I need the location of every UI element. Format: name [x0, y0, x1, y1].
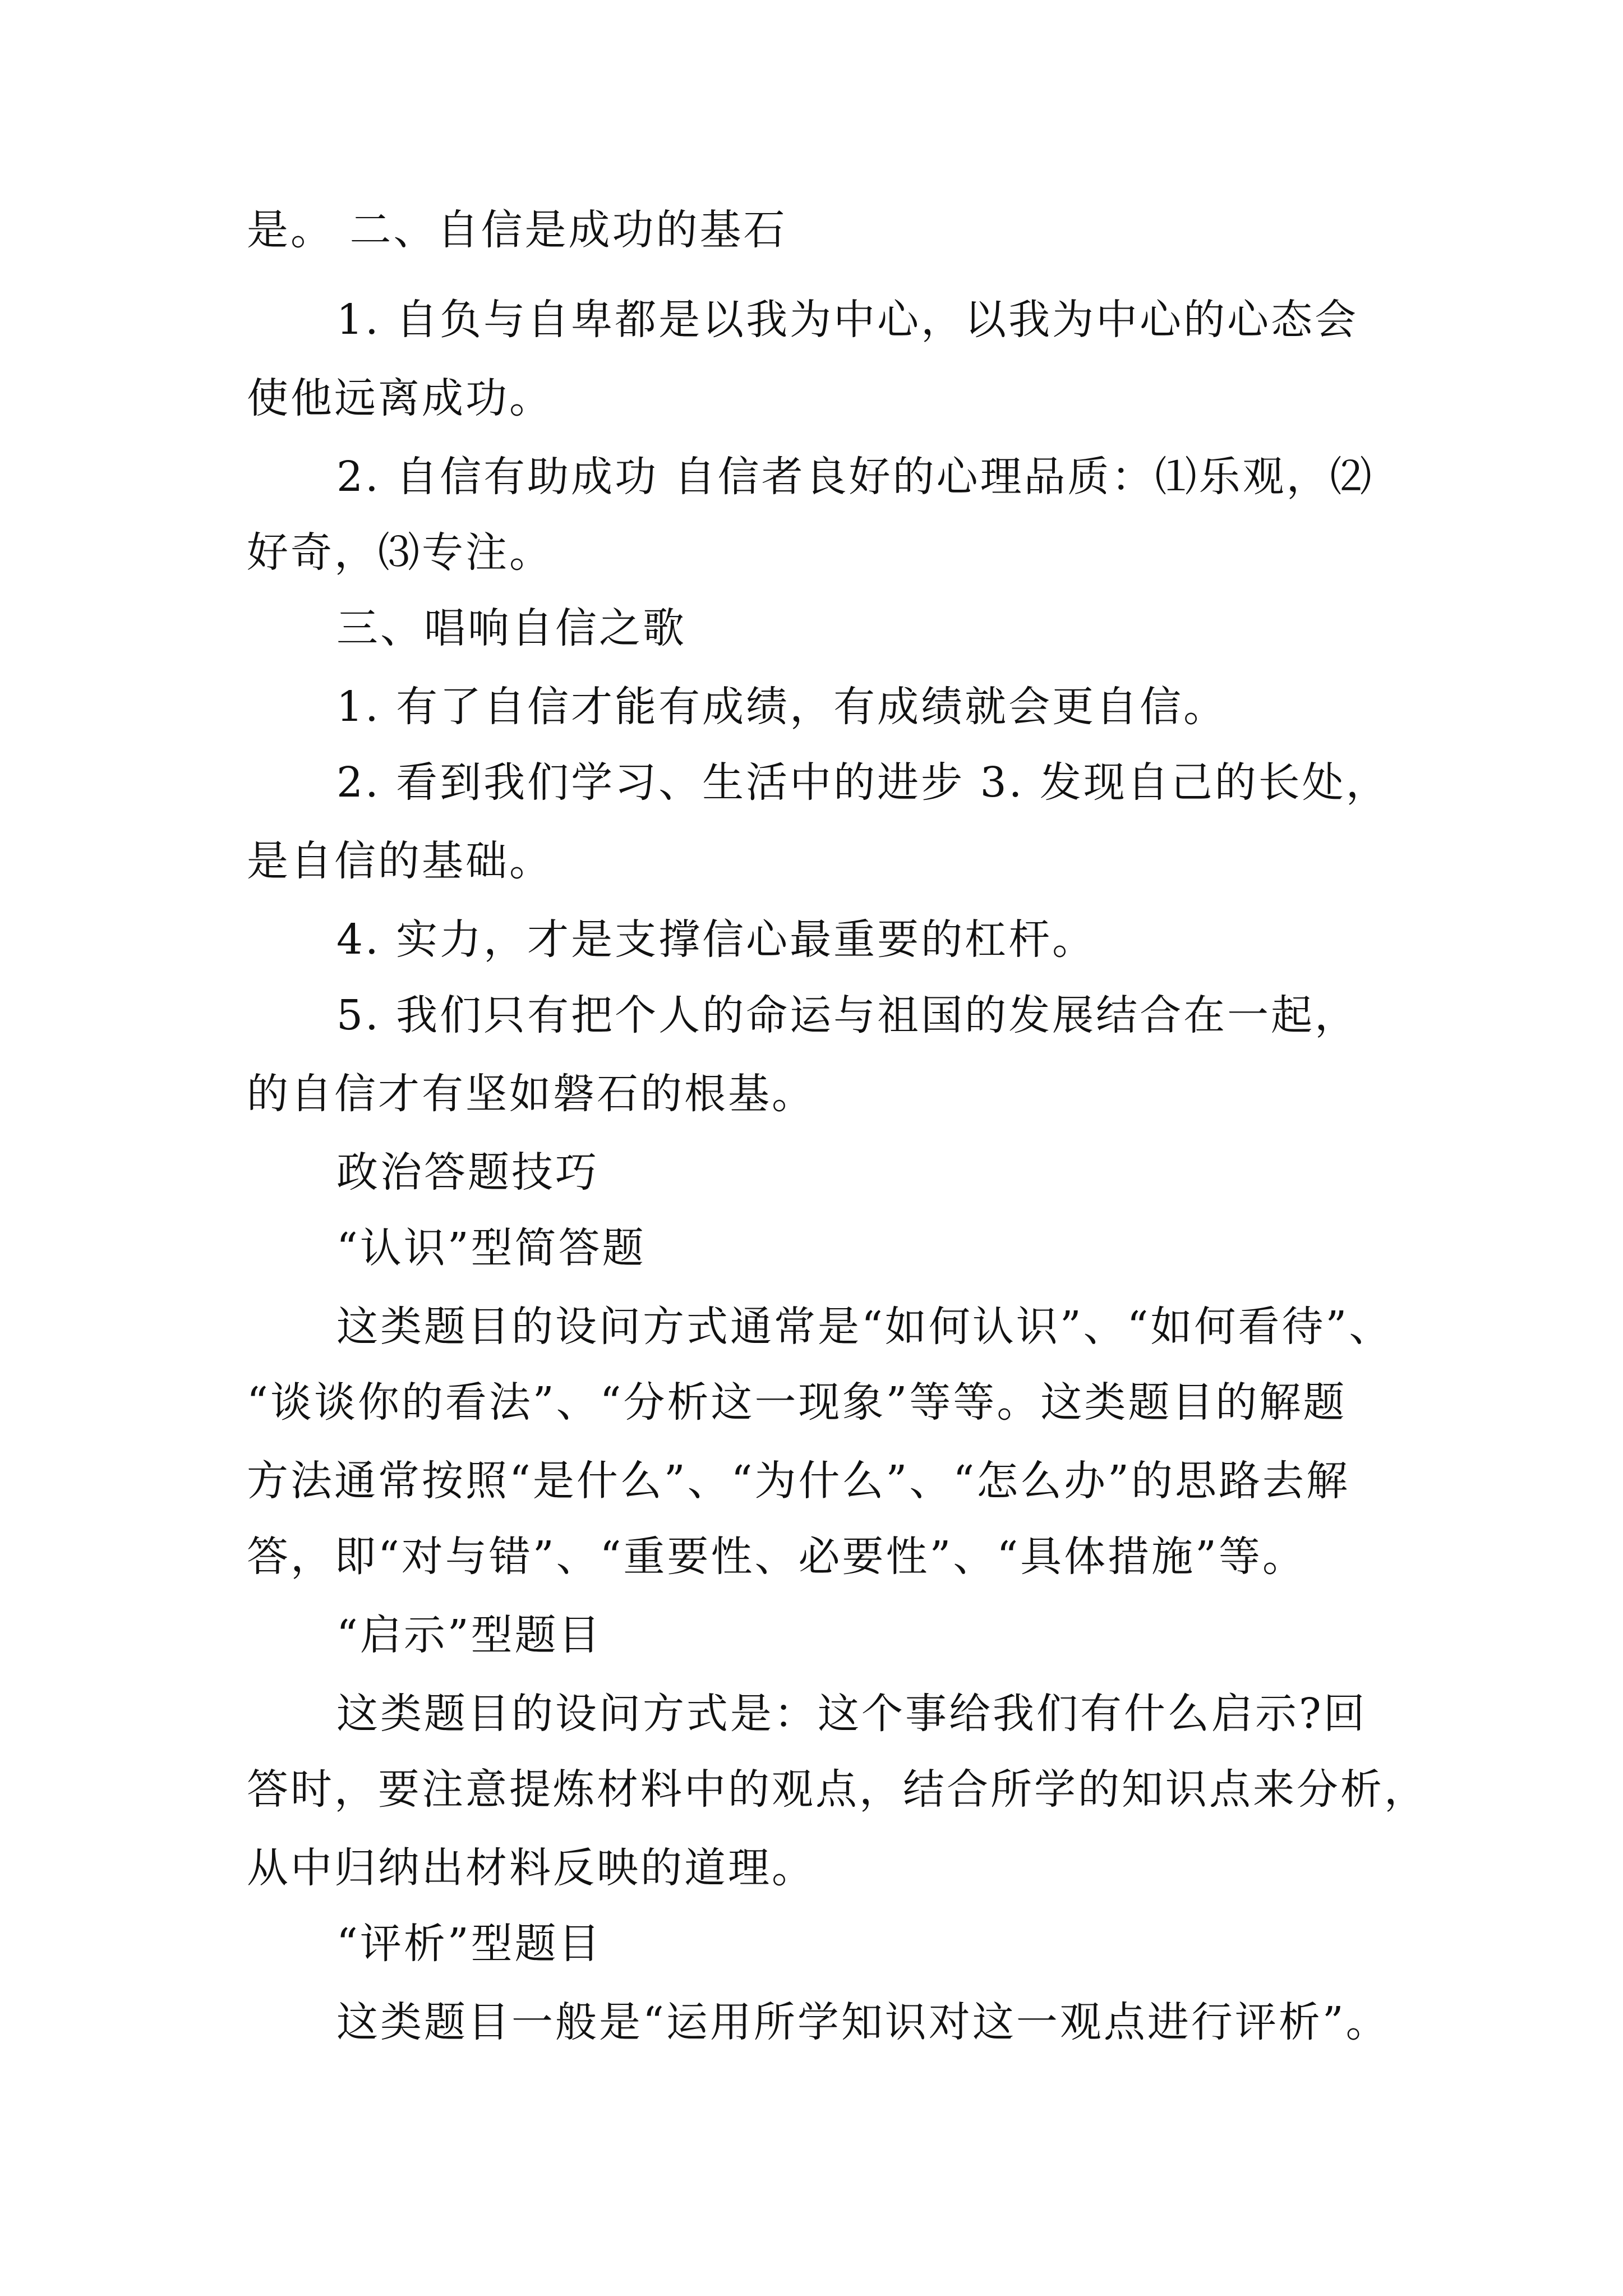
- subsection-heading: “评析”型题目: [336, 1920, 602, 1968]
- text-line: 5. 我们只有把个人的命运与祖国的发展结合在一起，: [336, 991, 1359, 1039]
- text-line: 好奇，⑶专注。: [247, 528, 553, 577]
- text-line: 答，即“对与错”、“重要性、必要性”、“具体措施”等。: [247, 1533, 1306, 1581]
- text-line: 这类题目一般是“运用所学知识对这一观点进行评析”。: [336, 1998, 1390, 2046]
- section-heading: 三、唱响自信之歌: [336, 604, 686, 652]
- text-line: 从中归纳出材料反映的道理。: [247, 1844, 815, 1892]
- text-line: 方法通常按照“是什么”、“为什么”、“怎么办”的思路去解: [247, 1457, 1350, 1505]
- text-line: 1. 自负与自卑都是以我为中心，以我为中心的心态会: [336, 296, 1359, 344]
- section-heading: 政治答题技巧: [336, 1148, 599, 1197]
- text-line: 是。 二、自信是成功的基石: [247, 206, 787, 254]
- text-line: 是自信的基础。: [247, 837, 553, 885]
- subsection-heading: “启示”型题目: [336, 1611, 602, 1659]
- text-line: 2. 看到我们学习、生活中的进步 3. 发现自己的长处，: [336, 758, 1390, 807]
- text-line: 这类题目的设问方式是：这个事给我们有什么启示?回: [336, 1690, 1367, 1738]
- text-line: 使他远离成功。: [247, 374, 553, 422]
- text-line: 4. 实力，才是支撑信心最重要的杠杆。: [336, 915, 1096, 964]
- subsection-heading: “认识”型简答题: [336, 1224, 646, 1272]
- text-line: 1. 有了自信才能有成绩，有成绩就会更自信。: [336, 683, 1228, 731]
- text-line: 2. 自信有助成功 自信者良好的心理品质：⑴乐观，⑵: [336, 453, 1374, 501]
- text-line: 这类题目的设问方式通常是“如何认识”、“如何看待”、: [336, 1303, 1393, 1351]
- text-line: 的自信才有坚如磐石的根基。: [247, 1070, 815, 1118]
- text-line: “谈谈你的看法”、“分析这一现象”等等。这类题目的解题: [247, 1378, 1347, 1427]
- text-line: 答时，要注意提炼材料中的观点，结合所学的知识点来分析，: [247, 1765, 1428, 1814]
